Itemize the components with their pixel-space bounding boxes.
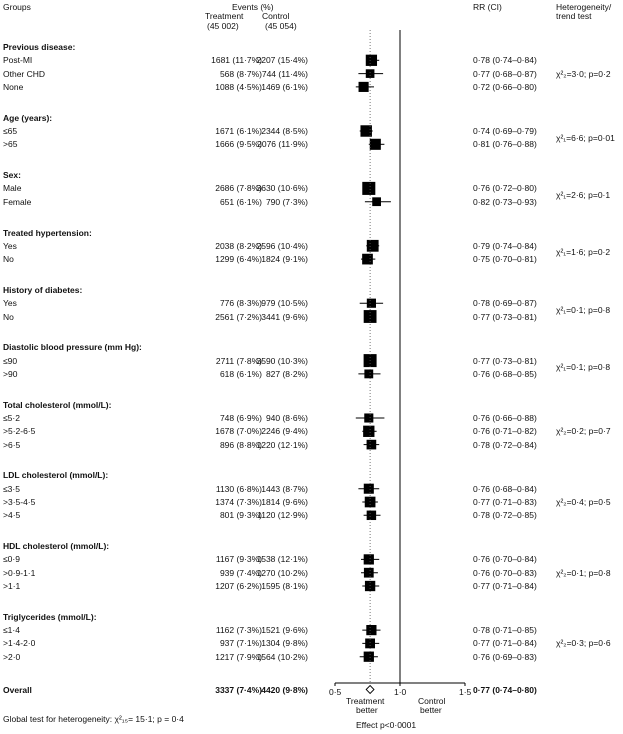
point-estimate-square xyxy=(367,511,376,520)
treatment-events: 1681 (11·7%) xyxy=(211,55,262,66)
group-title: History of diabetes: xyxy=(3,284,83,295)
point-estimate-square xyxy=(370,139,381,150)
group-title: LDL cholesterol (mmol/L): xyxy=(3,470,109,481)
control-events: 2207 (15·4%) xyxy=(256,55,308,66)
row-label: ≤0·9 xyxy=(3,554,20,565)
control-events: 3441 (9·6%) xyxy=(261,311,308,322)
group-title: Diastolic blood pressure (mm Hg): xyxy=(3,342,142,353)
control-events: 2076 (11·9%) xyxy=(257,139,308,150)
point-estimate-square xyxy=(366,625,376,635)
point-estimate-square xyxy=(362,182,375,195)
row-label: ≤90 xyxy=(3,355,18,366)
control-events: 1304 (9·8%) xyxy=(261,638,308,649)
treatment-better-label-line2: better xyxy=(356,705,378,715)
row-label: Other CHD xyxy=(3,68,46,79)
global-heterogeneity-test: Global test for heterogeneity: χ²₁₅= 15·1; p = 0·4 xyxy=(3,714,184,724)
row-label: No xyxy=(3,254,14,265)
rr-ci-text: 0·76 (0·70–0·83) xyxy=(473,567,537,578)
point-estimate-square xyxy=(364,554,374,564)
treatment-events: 1162 (7·3%) xyxy=(215,625,262,636)
row-label: >2·0 xyxy=(3,651,21,662)
treatment-n-header: (45 002) xyxy=(207,21,239,31)
control-events: 790 (7·3%) xyxy=(265,196,308,207)
row-label: >4·5 xyxy=(3,510,21,521)
heterogeneity-test: χ²₁=0·1; p=0·8 xyxy=(556,304,611,315)
group-title: Previous disease: xyxy=(3,42,76,52)
row-label: ≤3·5 xyxy=(3,483,20,494)
point-estimate-square xyxy=(364,484,374,494)
control-events: 2246 (9·4%) xyxy=(261,426,308,437)
treatment-events: 1088 (4·5%) xyxy=(215,81,262,92)
control-n-header: (45 054) xyxy=(265,21,297,31)
control-better-label-line2: better xyxy=(420,705,442,715)
row-label: Post-MI xyxy=(3,55,33,66)
row-label: >3·5-4·5 xyxy=(3,497,36,507)
control-events: 3590 (10·3%) xyxy=(256,355,308,366)
rr-ci-text: 0·74 (0·69–0·79) xyxy=(473,126,537,136)
effect-p-value: Effect p<0·0001 xyxy=(356,720,417,730)
treatment-events: 937 (7·1%) xyxy=(219,638,262,649)
rr-ci-text: 0·78 (0·74–0·84) xyxy=(473,55,537,66)
row-label: >6·5 xyxy=(3,439,21,450)
rr-ci-text: 0·77 (0·71–0·84) xyxy=(473,638,537,649)
control-events: 1595 (8·1%) xyxy=(261,581,308,591)
group-title: Triglycerides (mmol/L): xyxy=(3,611,97,622)
treatment-events: 1671 (6·1%) xyxy=(215,126,262,136)
treatment-events: 1299 (6·4%) xyxy=(215,254,262,265)
heterogeneity-test: χ²₂=0·2; p=0·7 xyxy=(556,426,611,437)
point-estimate-square xyxy=(359,82,369,92)
rr-ci-text: 0·77 (0·71–0·84) xyxy=(473,581,537,591)
point-estimate-square xyxy=(364,652,374,662)
treatment-events: 2561 (7·2%) xyxy=(215,311,262,322)
rr-ci-text: 0·76 (0·68–0·84) xyxy=(473,483,537,494)
x-tick-label: 1·0 xyxy=(394,687,407,697)
treatment-events: 651 (6·1%) xyxy=(219,196,262,207)
heterogeneity-test: χ²₂=0·4; p=0·5 xyxy=(556,497,611,507)
point-estimate-square xyxy=(366,69,375,78)
treatment-events: 748 (6·9%) xyxy=(219,413,262,423)
treatment-events: 776 (8·3%) xyxy=(219,298,262,309)
control-events: 940 (8·6%) xyxy=(265,413,308,423)
treatment-events: 1167 (9·3%) xyxy=(215,554,262,565)
point-estimate-square xyxy=(367,240,379,252)
overall-label: Overall xyxy=(3,684,32,695)
row-label: No xyxy=(3,311,14,322)
control-events: 1270 (10·2%) xyxy=(256,567,308,578)
control-events: 2344 (8·5%) xyxy=(261,126,308,136)
treatment-better-label: Treatment xyxy=(346,696,385,706)
overall-rr-ci-text: 0·77 (0·74–0·80) xyxy=(473,684,537,695)
row-label: ≤5·2 xyxy=(3,413,20,423)
control-events: 979 (10·5%) xyxy=(261,298,308,309)
control-events: 1564 (10·2%) xyxy=(256,651,308,662)
treatment-events: 618 (6·1%) xyxy=(219,368,262,379)
x-tick-label: 0·5 xyxy=(329,687,342,697)
rr-ci-text: 0·77 (0·71–0·83) xyxy=(473,497,537,507)
row-label: >5·2-6·5 xyxy=(3,426,36,437)
rr-ci-text: 0·75 (0·70–0·81) xyxy=(473,254,537,265)
rr-ci-text: 0·76 (0·66–0·88) xyxy=(473,413,537,423)
control-header: Control xyxy=(262,11,290,21)
heterogeneity-test: χ²₁=6·6; p=0·01 xyxy=(556,132,615,143)
treatment-events: 1207 (6·2%) xyxy=(215,581,262,591)
rr-ci-text: 0·76 (0·71–0·82) xyxy=(473,426,537,437)
control-events: 3630 (10·6%) xyxy=(256,183,308,194)
trend-test-header: trend test xyxy=(556,11,592,21)
group-title: Treated hypertension: xyxy=(3,227,92,238)
control-events: 1220 (12·1%) xyxy=(256,439,308,450)
control-events: 1469 (6·1%) xyxy=(261,81,308,92)
row-label: Male xyxy=(3,183,22,194)
rr-header: RR (CI) xyxy=(473,2,502,12)
control-events: 744 (11·4%) xyxy=(261,68,308,79)
heterogeneity-test: χ²₂=3·0; p=0·2 xyxy=(556,68,611,79)
control-events: 1443 (8·7%) xyxy=(261,483,308,494)
row-label: Yes xyxy=(3,298,17,309)
rr-ci-text: 0·77 (0·73–0·81) xyxy=(473,311,537,322)
point-estimate-square xyxy=(366,55,377,66)
group-title: HDL cholesterol (mmol/L): xyxy=(3,541,110,552)
groups-header: Groups xyxy=(3,2,31,12)
group-title: Age (years): xyxy=(3,112,53,123)
control-events: 1824 (9·1%) xyxy=(261,254,308,265)
group-title: Sex: xyxy=(3,170,21,181)
control-events: 1120 (12·9%) xyxy=(257,510,308,521)
row-label: >90 xyxy=(3,368,18,379)
control-events: 827 (8·2%) xyxy=(265,368,308,379)
overall-treatment-events: 3337 (7·4%) xyxy=(215,684,262,695)
rr-ci-text: 0·76 (0·72–0·80) xyxy=(473,183,537,194)
point-estimate-square xyxy=(364,413,373,422)
treatment-events: 801 (9·3%) xyxy=(219,510,262,521)
x-tick-label: 1·5 xyxy=(459,687,472,697)
rr-ci-text: 0·81 (0·76–0·88) xyxy=(473,139,537,150)
treatment-events: 568 (8·7%) xyxy=(219,68,262,79)
row-label: >1·4-2·0 xyxy=(3,638,36,649)
point-estimate-square xyxy=(367,440,377,450)
rr-ci-text: 0·72 (0·66–0·80) xyxy=(473,81,537,92)
point-estimate-square xyxy=(362,254,373,265)
row-label: ≤1·4 xyxy=(3,625,20,636)
row-label: None xyxy=(3,81,24,92)
rr-ci-text: 0·77 (0·73–0·81) xyxy=(473,355,537,366)
treatment-events: 1678 (7·0%) xyxy=(215,426,262,437)
overall-control-events: 4420 (9·8%) xyxy=(261,684,308,695)
point-estimate-square xyxy=(364,369,373,378)
rr-ci-text: 0·78 (0·72–0·84) xyxy=(473,439,537,450)
point-estimate-square xyxy=(363,426,374,437)
group-title: Total cholesterol (mmol/L): xyxy=(3,399,112,410)
treatment-events: 896 (8·8%) xyxy=(219,439,262,450)
point-estimate-square xyxy=(364,568,374,578)
point-estimate-square xyxy=(367,299,376,308)
row-label: >0·9-1·1 xyxy=(3,567,36,578)
row-label: Yes xyxy=(3,240,17,251)
treatment-events: 1374 (7·3%) xyxy=(215,497,262,507)
control-events: 1538 (12·1%) xyxy=(256,554,308,565)
treatment-events: 1666 (9·5%) xyxy=(215,139,262,150)
treatment-events: 1217 (7·9%) xyxy=(215,651,262,662)
rr-ci-text: 0·78 (0·71–0·85) xyxy=(473,625,537,636)
treatment-header: Treatment xyxy=(205,11,244,21)
rr-ci-text: 0·76 (0·68–0·85) xyxy=(473,368,537,379)
row-label: >1·1 xyxy=(3,581,21,591)
point-estimate-square xyxy=(372,197,381,206)
rr-ci-text: 0·79 (0·74–0·84) xyxy=(473,240,537,251)
treatment-events: 2686 (7·8%) xyxy=(215,183,262,194)
control-better-label: Control xyxy=(418,696,446,706)
control-events: 1814 (9·6%) xyxy=(261,497,308,507)
rr-ci-text: 0·77 (0·68–0·87) xyxy=(473,68,537,79)
heterogeneity-test: χ²₁=0·1; p=0·8 xyxy=(556,362,611,373)
heterogeneity-test: χ²₂=0·3; p=0·6 xyxy=(556,638,611,649)
row-label: >65 xyxy=(3,139,18,150)
heterogeneity-test: χ²₂=0·1; p=0·8 xyxy=(556,567,611,578)
treatment-events: 2038 (8·2%) xyxy=(215,240,262,251)
rr-ci-text: 0·76 (0·70–0·84) xyxy=(473,554,537,565)
heterogeneity-test: χ²₁=1·6; p=0·2 xyxy=(556,247,611,258)
overall-diamond xyxy=(366,686,374,694)
rr-ci-text: 0·78 (0·72–0·85) xyxy=(473,510,537,521)
treatment-events: 2711 (7·8%) xyxy=(215,355,262,366)
rr-ci-text: 0·76 (0·69–0·83) xyxy=(473,651,537,662)
control-events: 2596 (10·4%) xyxy=(256,240,308,251)
rr-ci-text: 0·82 (0·73–0·93) xyxy=(473,196,537,207)
heterogeneity-header: Heterogeneity/ xyxy=(556,2,612,12)
events-header: Events (%) xyxy=(232,2,274,12)
control-events: 1521 (9·6%) xyxy=(261,625,308,636)
row-label: Female xyxy=(3,196,32,207)
rr-ci-text: 0·78 (0·69–0·87) xyxy=(473,298,537,309)
row-label: ≤65 xyxy=(3,126,18,136)
treatment-events: 939 (7·4%) xyxy=(219,567,262,578)
heterogeneity-test: χ²₁=2·6; p=0·1 xyxy=(556,190,611,201)
treatment-events: 1130 (6·8%) xyxy=(215,483,262,494)
